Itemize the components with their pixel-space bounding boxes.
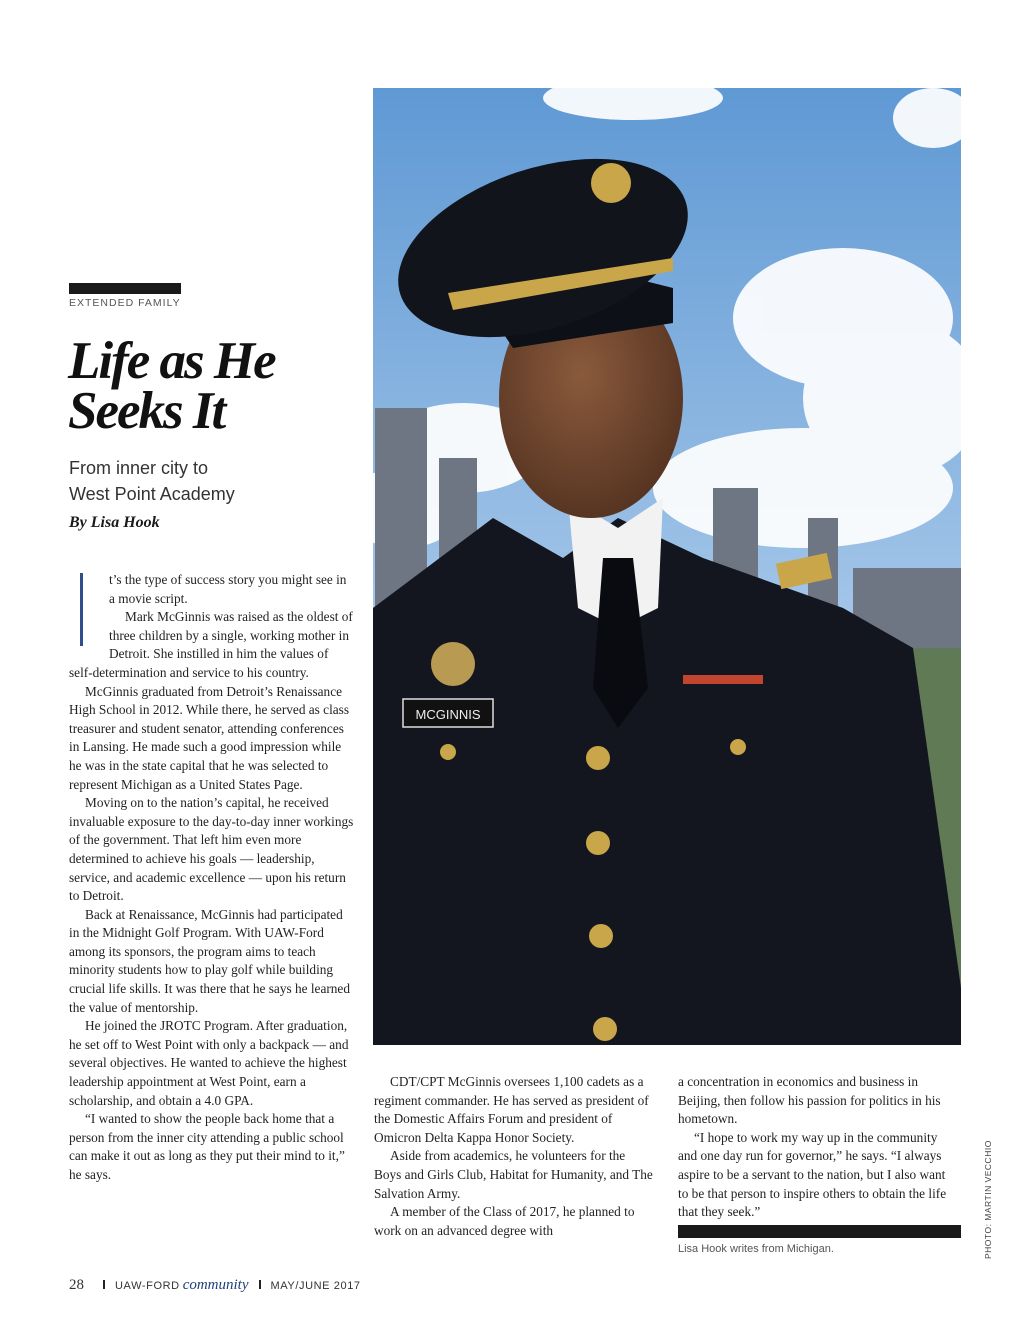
unit-crest	[431, 642, 475, 686]
headline-line-1: Life as He	[68, 332, 275, 390]
paragraph: a concentration in economics and business in Beijing, then follow his passion for politics in his hometown.	[678, 1074, 941, 1127]
headline	[68, 332, 368, 440]
magazine-brand: community	[182, 1277, 249, 1293]
section-kicker: EXTENDED FAMILY	[69, 297, 181, 309]
paragraph: A member of the Class of 2017, he planned to work on an advanced degree with	[374, 1204, 635, 1238]
kicker-bar	[69, 283, 181, 294]
footer-divider	[259, 1280, 261, 1289]
paragraph: “I wanted to show the people back home that a person from the inner city attending a public school can make it out as long as they put their mind to it,” he says.	[69, 1111, 345, 1182]
paragraph: CDT/CPT McGinnis oversees 1,100 cadets as a regiment commander. He has served as president of the Domestic Affairs Forum and president of Omicron Delta Kappa Honor Society.	[374, 1074, 649, 1145]
paragraph: He joined the JROTC Program. After graduation, he set off to West Point with only a backpack — and several objectives. He wanted to achieve the highest leadership appointment at West Point, earn a scholarship, and obtain a 4.0 GPA.	[69, 1018, 349, 1108]
paragraph: Back at Renaissance, McGinnis had participated in the Midnight Golf Program. With UAW-Ford among its sponsors, the program aims to teach minority students how to play golf while building crucial life skills. It was there that he says he learned the value of mentorship.	[69, 906, 350, 1015]
headline-line-2: Seeks It	[68, 382, 225, 440]
paragraph: “I hope to work my way up in the community and one day run for governor,” he says. “I always aspire to be a servant to the nation, but I also want to be that person to inspire others to obtain the life that they seek.”	[678, 1129, 947, 1220]
lead-paragraph: t’s the type of success story you might see in a movie script.	[109, 572, 347, 606]
ribbon-rack	[683, 675, 763, 684]
paragraph: Mark McGinnis was raised as the oldest of three children by a single, working mother in Detroit. She instilled in him the values of self-determination and service to his country.	[69, 609, 353, 680]
paragraph: McGinnis graduated from Detroit’s Renaissance High School in 2012. While there, he served as class treasurer and student senator, attending conferences in Lansing. He made such a good impression while he was in the state capital that he was selected to represent Michigan as a United States Page.	[69, 683, 350, 792]
publication-name: UAW-FORD	[115, 1280, 180, 1292]
paragraph: Moving on to the nation’s capital, he received invaluable exposure to the day-to-day inner workings of the government. That left him even more determined to achieve his goals — leadership, service, and academic excellence — upon his return to Detroit.	[69, 795, 354, 904]
author-note: Lisa Hook writes from Michigan.	[678, 1243, 834, 1255]
issue-date: MAY/JUNE 2017	[270, 1280, 361, 1292]
deck-line-2: West Point Academy	[69, 484, 235, 504]
photo-credit: PHOTO: MARTIN VECCHIO	[983, 1140, 993, 1259]
name-plate-text: MCGINNIS	[415, 707, 481, 722]
cadet-portrait-photo	[373, 88, 961, 1045]
article-column-1	[69, 571, 354, 1185]
deck	[69, 455, 369, 507]
page-footer	[69, 1277, 361, 1294]
footer-divider	[103, 1280, 105, 1289]
article-column-3	[678, 1073, 953, 1222]
drop-cap-i	[80, 573, 83, 646]
deck-line-1: From inner city to	[69, 458, 209, 478]
end-bar	[678, 1225, 961, 1238]
cap-eagle-insignia	[591, 163, 631, 203]
page-number: 28	[69, 1277, 84, 1293]
byline: By Lisa Hook	[69, 514, 160, 531]
paragraph: Aside from academics, he volunteers for the Boys and Girls Club, Habitat for Humanity, and The Salvation Army.	[374, 1148, 653, 1201]
article-column-2	[374, 1073, 654, 1240]
